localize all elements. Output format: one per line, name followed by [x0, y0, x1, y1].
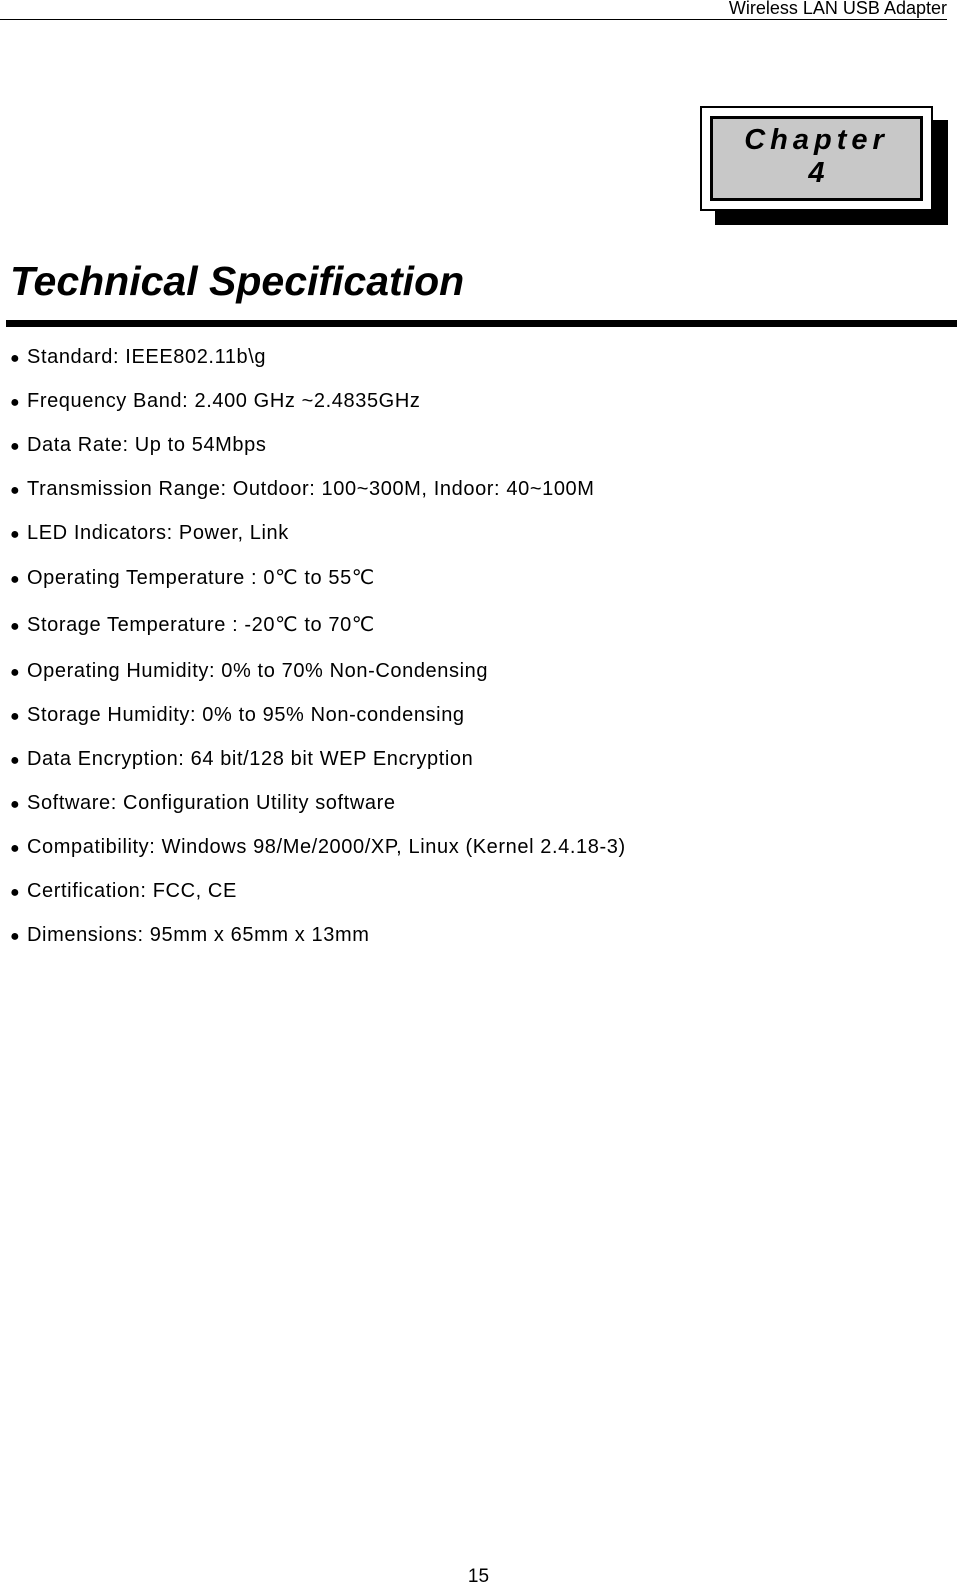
bullet-icon: ● [10, 884, 21, 901]
spec-item-storage-humidity [10, 703, 465, 729]
spec-text: Storage Temperature : -20℃ to 70℃ [27, 614, 375, 636]
chapter-badge [700, 106, 933, 211]
page-number: 15 [467, 1566, 490, 1587]
spec-text: Operating Temperature : 0℃ to 55℃ [27, 567, 375, 589]
bullet-icon: ● [10, 571, 21, 588]
spec-item-led [10, 521, 289, 547]
spec-text: Standard: IEEE802.11b\g [27, 346, 267, 368]
bullet-icon: ● [10, 394, 21, 411]
spec-text: Storage Humidity: 0% to 95% Non-condensing [27, 704, 465, 726]
bullet-icon: ● [10, 438, 21, 455]
chapter-number: 4 [808, 157, 825, 189]
bullet-icon: ● [10, 752, 21, 769]
spec-text: Frequency Band: 2.400 GHz ~2.4835GHz [27, 390, 421, 412]
spec-text: Dimensions: 95mm x 65mm x 13mm [27, 924, 370, 946]
title-divider [6, 320, 957, 327]
chapter-badge-panel [710, 116, 923, 201]
spec-item-data-rate [10, 433, 266, 459]
spec-text: Compatibility: Windows 98/Me/2000/XP, Linux (Kernel 2.4.18-3) [27, 836, 626, 858]
page-title: Technical Specification [10, 258, 465, 304]
spec-item-operating-humidity [10, 659, 488, 685]
bullet-icon: ● [10, 708, 21, 725]
bullet-icon: ● [10, 840, 21, 857]
spec-item-dimensions [10, 923, 370, 949]
spec-item-encryption [10, 747, 473, 773]
bullet-icon: ● [10, 350, 21, 367]
spec-text: Software: Configuration Utility software [27, 792, 396, 814]
running-header [0, 0, 947, 20]
spec-item-standard [10, 345, 266, 371]
spec-item-certification [10, 879, 237, 905]
bullet-icon: ● [10, 482, 21, 499]
chapter-label: Chapter [744, 124, 889, 156]
spec-item-compatibility [10, 835, 626, 861]
spec-item-software [10, 791, 396, 817]
spec-text: Data Encryption: 64 bit/128 bit WEP Encryption [27, 748, 474, 770]
bullet-icon: ● [10, 618, 21, 635]
spec-text: Transmission Range: Outdoor: 100~300M, Indoor: 40~100M [27, 478, 595, 500]
spec-item-range [10, 477, 595, 503]
spec-text: Certification: FCC, CE [27, 880, 237, 902]
chapter-badge-frame [700, 106, 933, 211]
spec-item-frequency [10, 389, 421, 415]
spec-text: Data Rate: Up to 54Mbps [27, 434, 267, 456]
bullet-icon: ● [10, 928, 21, 945]
spec-text: LED Indicators: Power, Link [27, 522, 289, 544]
bullet-icon: ● [10, 796, 21, 813]
spec-text: Operating Humidity: 0% to 70% Non-Condensing [27, 660, 489, 682]
running-header-title: Wireless LAN USB Adapter [728, 0, 947, 18]
bullet-icon: ● [10, 526, 21, 543]
spec-item-storage-temperature [10, 613, 375, 639]
bullet-icon: ● [10, 664, 21, 681]
spec-item-operating-temperature [10, 566, 375, 592]
